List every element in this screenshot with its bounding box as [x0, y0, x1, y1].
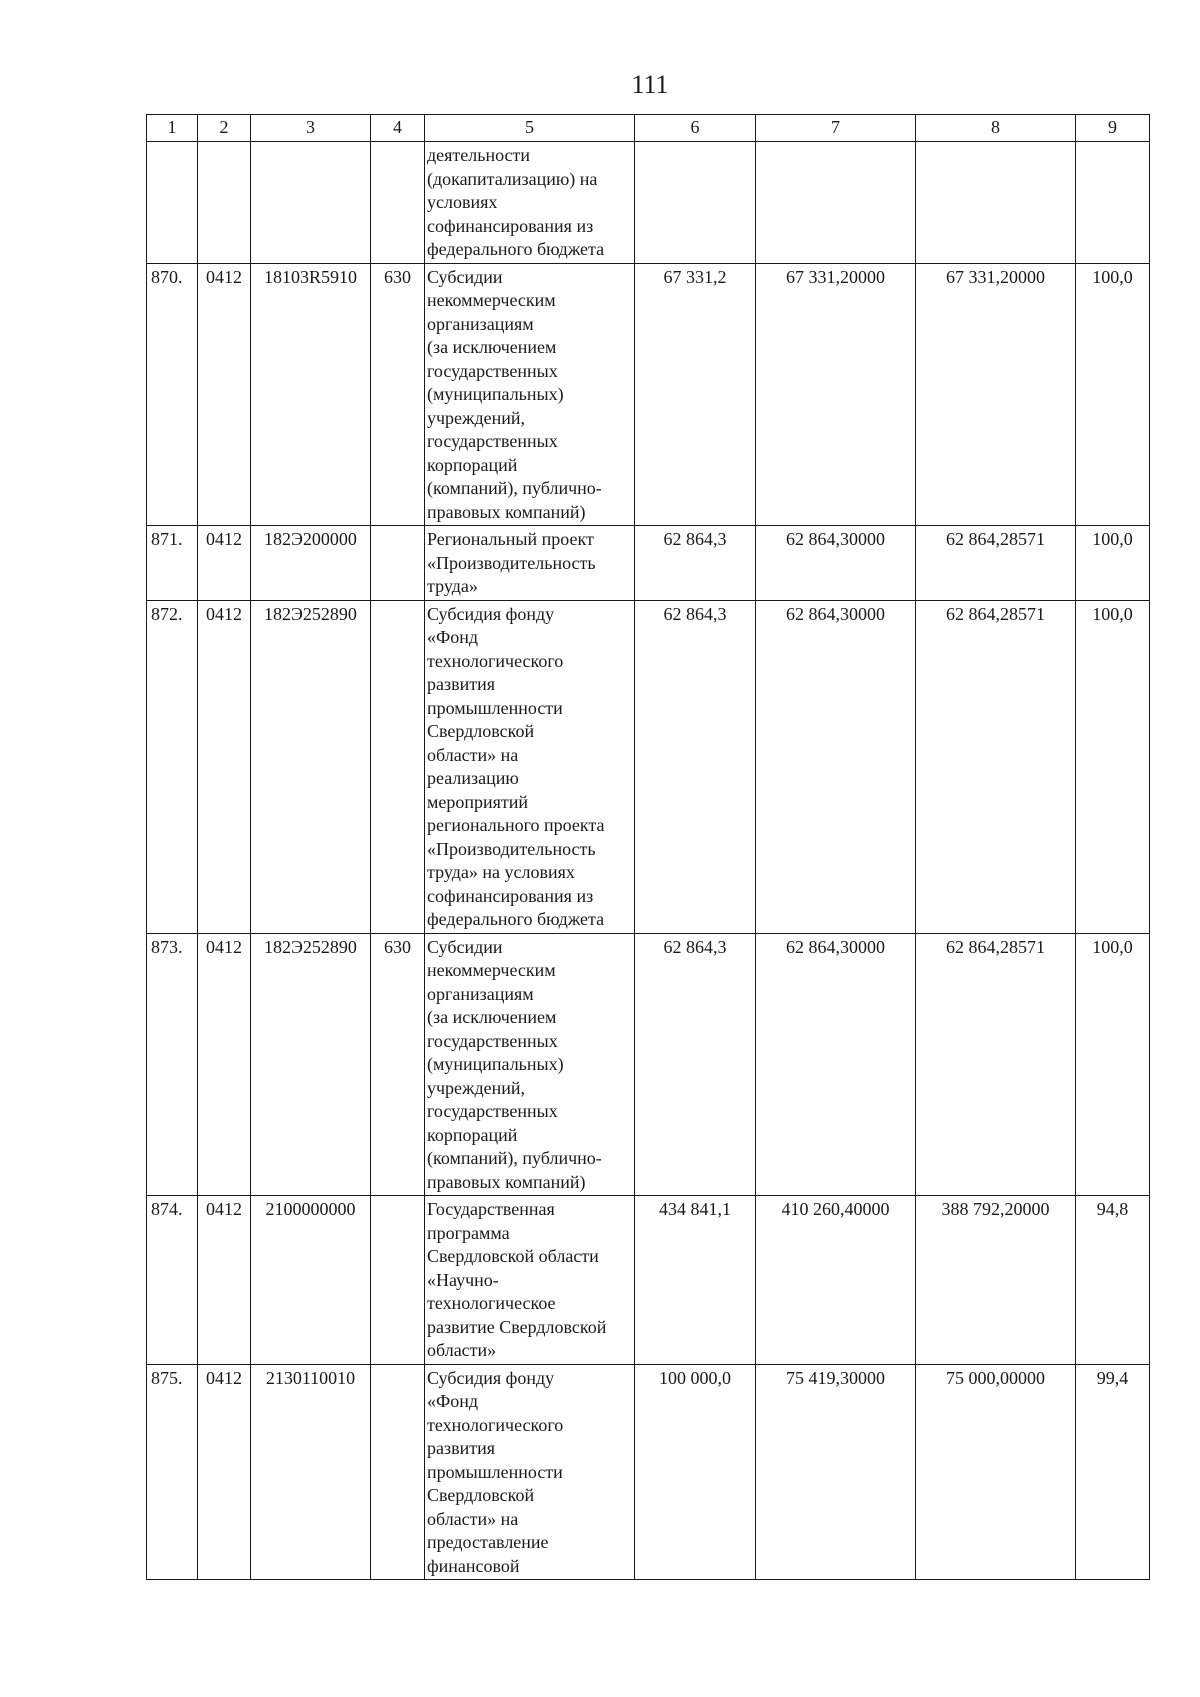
budget-table [146, 114, 1150, 1580]
item-name-cell: Субсидии некоммерческим организациям (за исключением государственных (муниципальных) учреждений, государственных корпораций (компаний), публично- правовых компаний) [425, 933, 635, 1196]
table-row [147, 600, 1150, 933]
table-row [147, 142, 1150, 264]
section-code-cell: 0412 [198, 1364, 251, 1580]
expense-type-cell [371, 1196, 425, 1365]
refined-amount-cell: 62 864,30000 [756, 933, 916, 1196]
executed-amount-cell: 67 331,20000 [916, 263, 1076, 526]
approved-amount-cell: 62 864,3 [635, 933, 756, 1196]
column-header: 7 [756, 115, 916, 142]
row-number-cell: 874. [147, 1196, 198, 1365]
refined-amount-cell: 62 864,30000 [756, 600, 916, 933]
column-header: 9 [1076, 115, 1150, 142]
target-article-cell [251, 142, 371, 264]
table-row [147, 933, 1150, 1196]
table-row [147, 1196, 1150, 1365]
section-code-cell: 0412 [198, 263, 251, 526]
expense-type-cell [371, 142, 425, 264]
target-article-cell: 2130110010 [251, 1364, 371, 1580]
refined-amount-cell [756, 142, 916, 264]
column-header: 8 [916, 115, 1076, 142]
expense-type-cell: 630 [371, 263, 425, 526]
table-row [147, 263, 1150, 526]
section-code-cell: 0412 [198, 600, 251, 933]
section-code-cell: 0412 [198, 933, 251, 1196]
executed-amount-cell: 75 000,00000 [916, 1364, 1076, 1580]
column-header: 1 [147, 115, 198, 142]
execution-percent-cell: 94,8 [1076, 1196, 1150, 1365]
executed-amount-cell: 388 792,20000 [916, 1196, 1076, 1365]
table-header-row [147, 115, 1150, 142]
executed-amount-cell [916, 142, 1076, 264]
approved-amount-cell: 67 331,2 [635, 263, 756, 526]
target-article-cell: 182Э252890 [251, 933, 371, 1196]
page-number: 111 [631, 70, 669, 99]
item-name-cell: деятельности (докапитализацию) на условиях софинансирования из федерального бюджета [425, 142, 635, 264]
execution-percent-cell: 100,0 [1076, 526, 1150, 601]
refined-amount-cell: 410 260,40000 [756, 1196, 916, 1365]
section-code-cell [198, 142, 251, 264]
row-number-cell: 872. [147, 600, 198, 933]
expense-type-cell [371, 526, 425, 601]
column-header: 5 [425, 115, 635, 142]
expense-type-cell: 630 [371, 933, 425, 1196]
column-header: 6 [635, 115, 756, 142]
approved-amount-cell: 100 000,0 [635, 1364, 756, 1580]
table-row [147, 1364, 1150, 1580]
row-number-cell: 875. [147, 1364, 198, 1580]
approved-amount-cell [635, 142, 756, 264]
item-name-cell: Субсидия фонду «Фонд технологического развития промышленности Свердловской области» на предоставление финансовой [425, 1364, 635, 1580]
executed-amount-cell: 62 864,28571 [916, 933, 1076, 1196]
approved-amount-cell: 62 864,3 [635, 600, 756, 933]
refined-amount-cell: 75 419,30000 [756, 1364, 916, 1580]
expense-type-cell [371, 600, 425, 933]
section-code-cell: 0412 [198, 526, 251, 601]
item-name-cell: Субсидии некоммерческим организациям (за исключением государственных (муниципальных) учреждений, государственных корпораций (компаний), публично- правовых компаний) [425, 263, 635, 526]
approved-amount-cell: 62 864,3 [635, 526, 756, 601]
target-article-cell: 182Э252890 [251, 600, 371, 933]
target-article-cell: 18103R5910 [251, 263, 371, 526]
row-number-cell: 870. [147, 263, 198, 526]
row-number-cell: 871. [147, 526, 198, 601]
executed-amount-cell: 62 864,28571 [916, 526, 1076, 601]
approved-amount-cell: 434 841,1 [635, 1196, 756, 1365]
refined-amount-cell: 62 864,30000 [756, 526, 916, 601]
row-number-cell: 873. [147, 933, 198, 1196]
item-name-cell: Региональный проект «Производительность труда» [425, 526, 635, 601]
execution-percent-cell: 99,4 [1076, 1364, 1150, 1580]
expense-type-cell [371, 1364, 425, 1580]
column-header: 2 [198, 115, 251, 142]
row-number-cell [147, 142, 198, 264]
execution-percent-cell [1076, 142, 1150, 264]
target-article-cell: 2100000000 [251, 1196, 371, 1365]
execution-percent-cell: 100,0 [1076, 600, 1150, 933]
execution-percent-cell: 100,0 [1076, 263, 1150, 526]
target-article-cell: 182Э200000 [251, 526, 371, 601]
section-code-cell: 0412 [198, 1196, 251, 1365]
column-header: 3 [251, 115, 371, 142]
execution-percent-cell: 100,0 [1076, 933, 1150, 1196]
item-name-cell: Государственная программа Свердловской области «Научно- технологическое развитие Свердловской области» [425, 1196, 635, 1365]
executed-amount-cell: 62 864,28571 [916, 600, 1076, 933]
item-name-cell: Субсидия фонду «Фонд технологического развития промышленности Свердловской области» на реализацию мероприятий регионального проекта «Производительность труда» на условиях софинансирования из федерального бюджета [425, 600, 635, 933]
column-header: 4 [371, 115, 425, 142]
table-row [147, 526, 1150, 601]
refined-amount-cell: 67 331,20000 [756, 263, 916, 526]
